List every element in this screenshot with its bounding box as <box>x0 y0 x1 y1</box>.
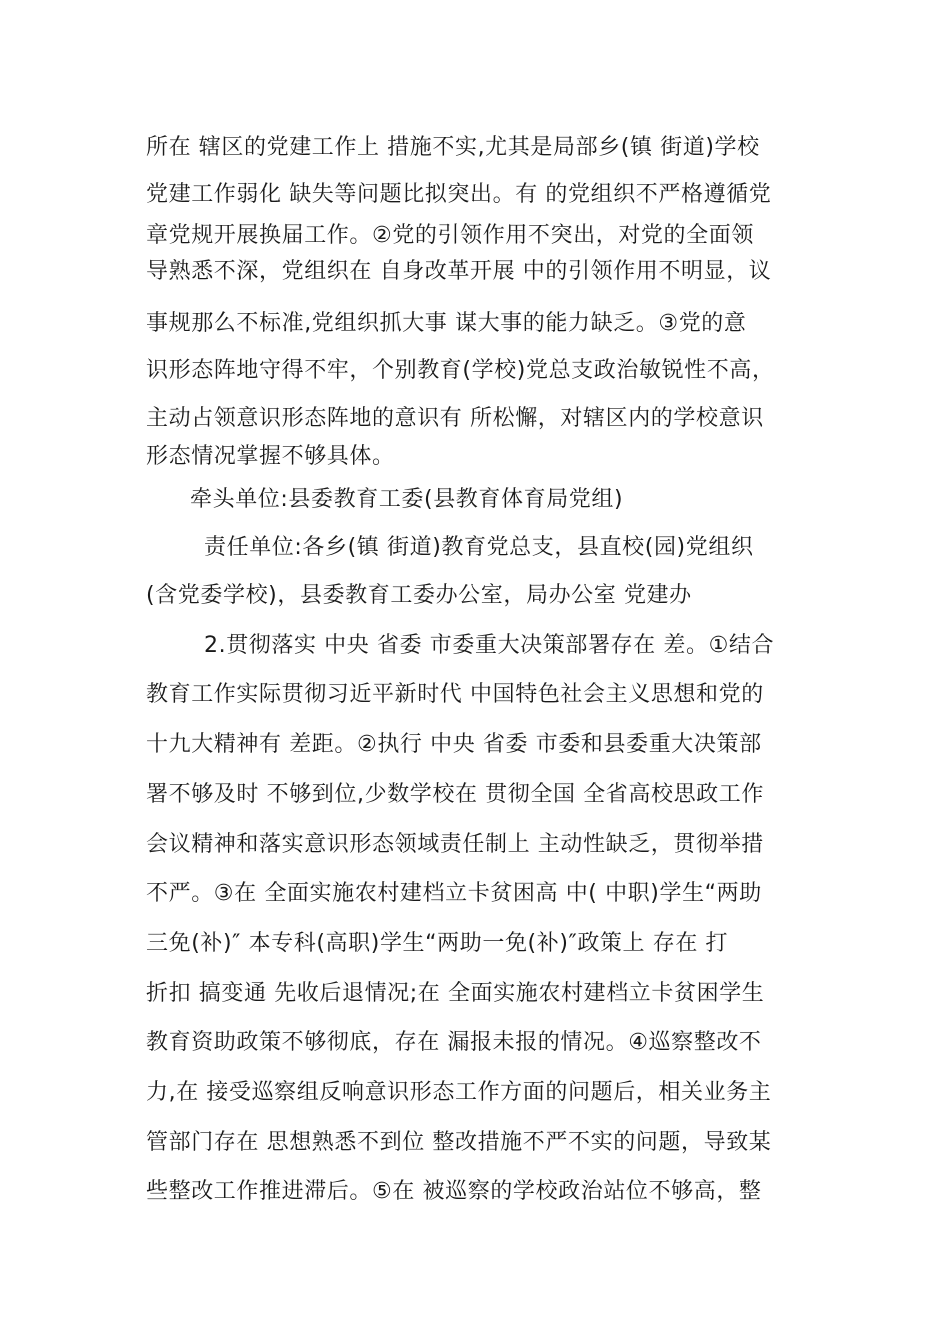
section-2-heading-line: 2.贯彻落实 中央 省委 市委重大决策部署存在 差。①结合 <box>204 633 775 658</box>
text-line-6: 识形态阵地守得不牢，个别教育(学校)党总支政治敏锐性不高， <box>146 358 775 383</box>
text-line-22: 管部门存在 思想熟悉不到位 整改措施不严不实的问题，导致某 <box>146 1130 772 1155</box>
text-line-14: 十九大精神有 差距。②执行 中央 省委 市委和县委重大决策部 <box>146 732 762 757</box>
text-line-8: 形态情况掌握不够具体。 <box>146 444 395 469</box>
text-line-23: 些整改工作推进滞后。⑤在 被巡察的学校政治站位不够高，整 <box>146 1179 762 1204</box>
text-line-11: (含党委学校)，县委教育工委办公室，局办公室 党建办 <box>146 583 692 608</box>
text-line-17: 不严。③在 全面实施农村建档立卡贫困高 中( 中职)学生“两助 <box>146 881 762 906</box>
text-line-19: 折扣 搞变通 先收后退情况;在 全面实施农村建档立卡贫困学生 <box>146 981 765 1006</box>
lead-unit-line: 牵头单位:县委教育工委(县教育体育局党组) <box>190 487 624 512</box>
text-line-20: 教育资助政策不够彻底，存在 漏报未报的情况。④巡察整改不 <box>146 1030 762 1055</box>
text-line-2: 党建工作弱化 缺失等问题比拟突出。有 的党组织不严格遵循党 <box>146 182 772 207</box>
responsible-unit-line: 责任单位:各乡(镇 街道)教育党总支，县直校(园)党组织 <box>204 535 754 560</box>
text-line-4: 导熟悉不深，党组织在 自身改革开展 中的引领作用不明显，议 <box>146 259 772 284</box>
text-line-1: 所在 辖区的党建工作上 措施不实,尤其是局部乡(镇 街道)学校 <box>146 135 760 160</box>
text-line-3: 章党规开展换届工作。②党的引领作用不突出，对党的全面领 <box>146 223 754 248</box>
text-line-5: 事规那么不标准,党组织抓大事 谋大事的能力缺乏。③党的意 <box>146 311 747 336</box>
text-line-13: 教育工作实际贯彻习近平新时代 中国特色社会主义思想和党的 <box>146 682 764 707</box>
text-line-18: 三免(补)″ 本专科(高职)学生“两助一免(补)″政策上 存在 打 <box>146 931 729 956</box>
text-line-21: 力,在 接受巡察组反响意识形态工作方面的问题后，相关业务主 <box>146 1080 772 1105</box>
text-line-7: 主动占领意识形态阵地的意识有 所松懈，对辖区内的学校意识 <box>146 406 764 431</box>
text-line-16: 会议精神和落实意识形态领域责任制上 主动性缺乏，贯彻举措 <box>146 832 764 857</box>
text-line-15: 署不够及时 不够到位,少数学校在 贯彻全国 全省高校思政工作 <box>146 782 764 807</box>
